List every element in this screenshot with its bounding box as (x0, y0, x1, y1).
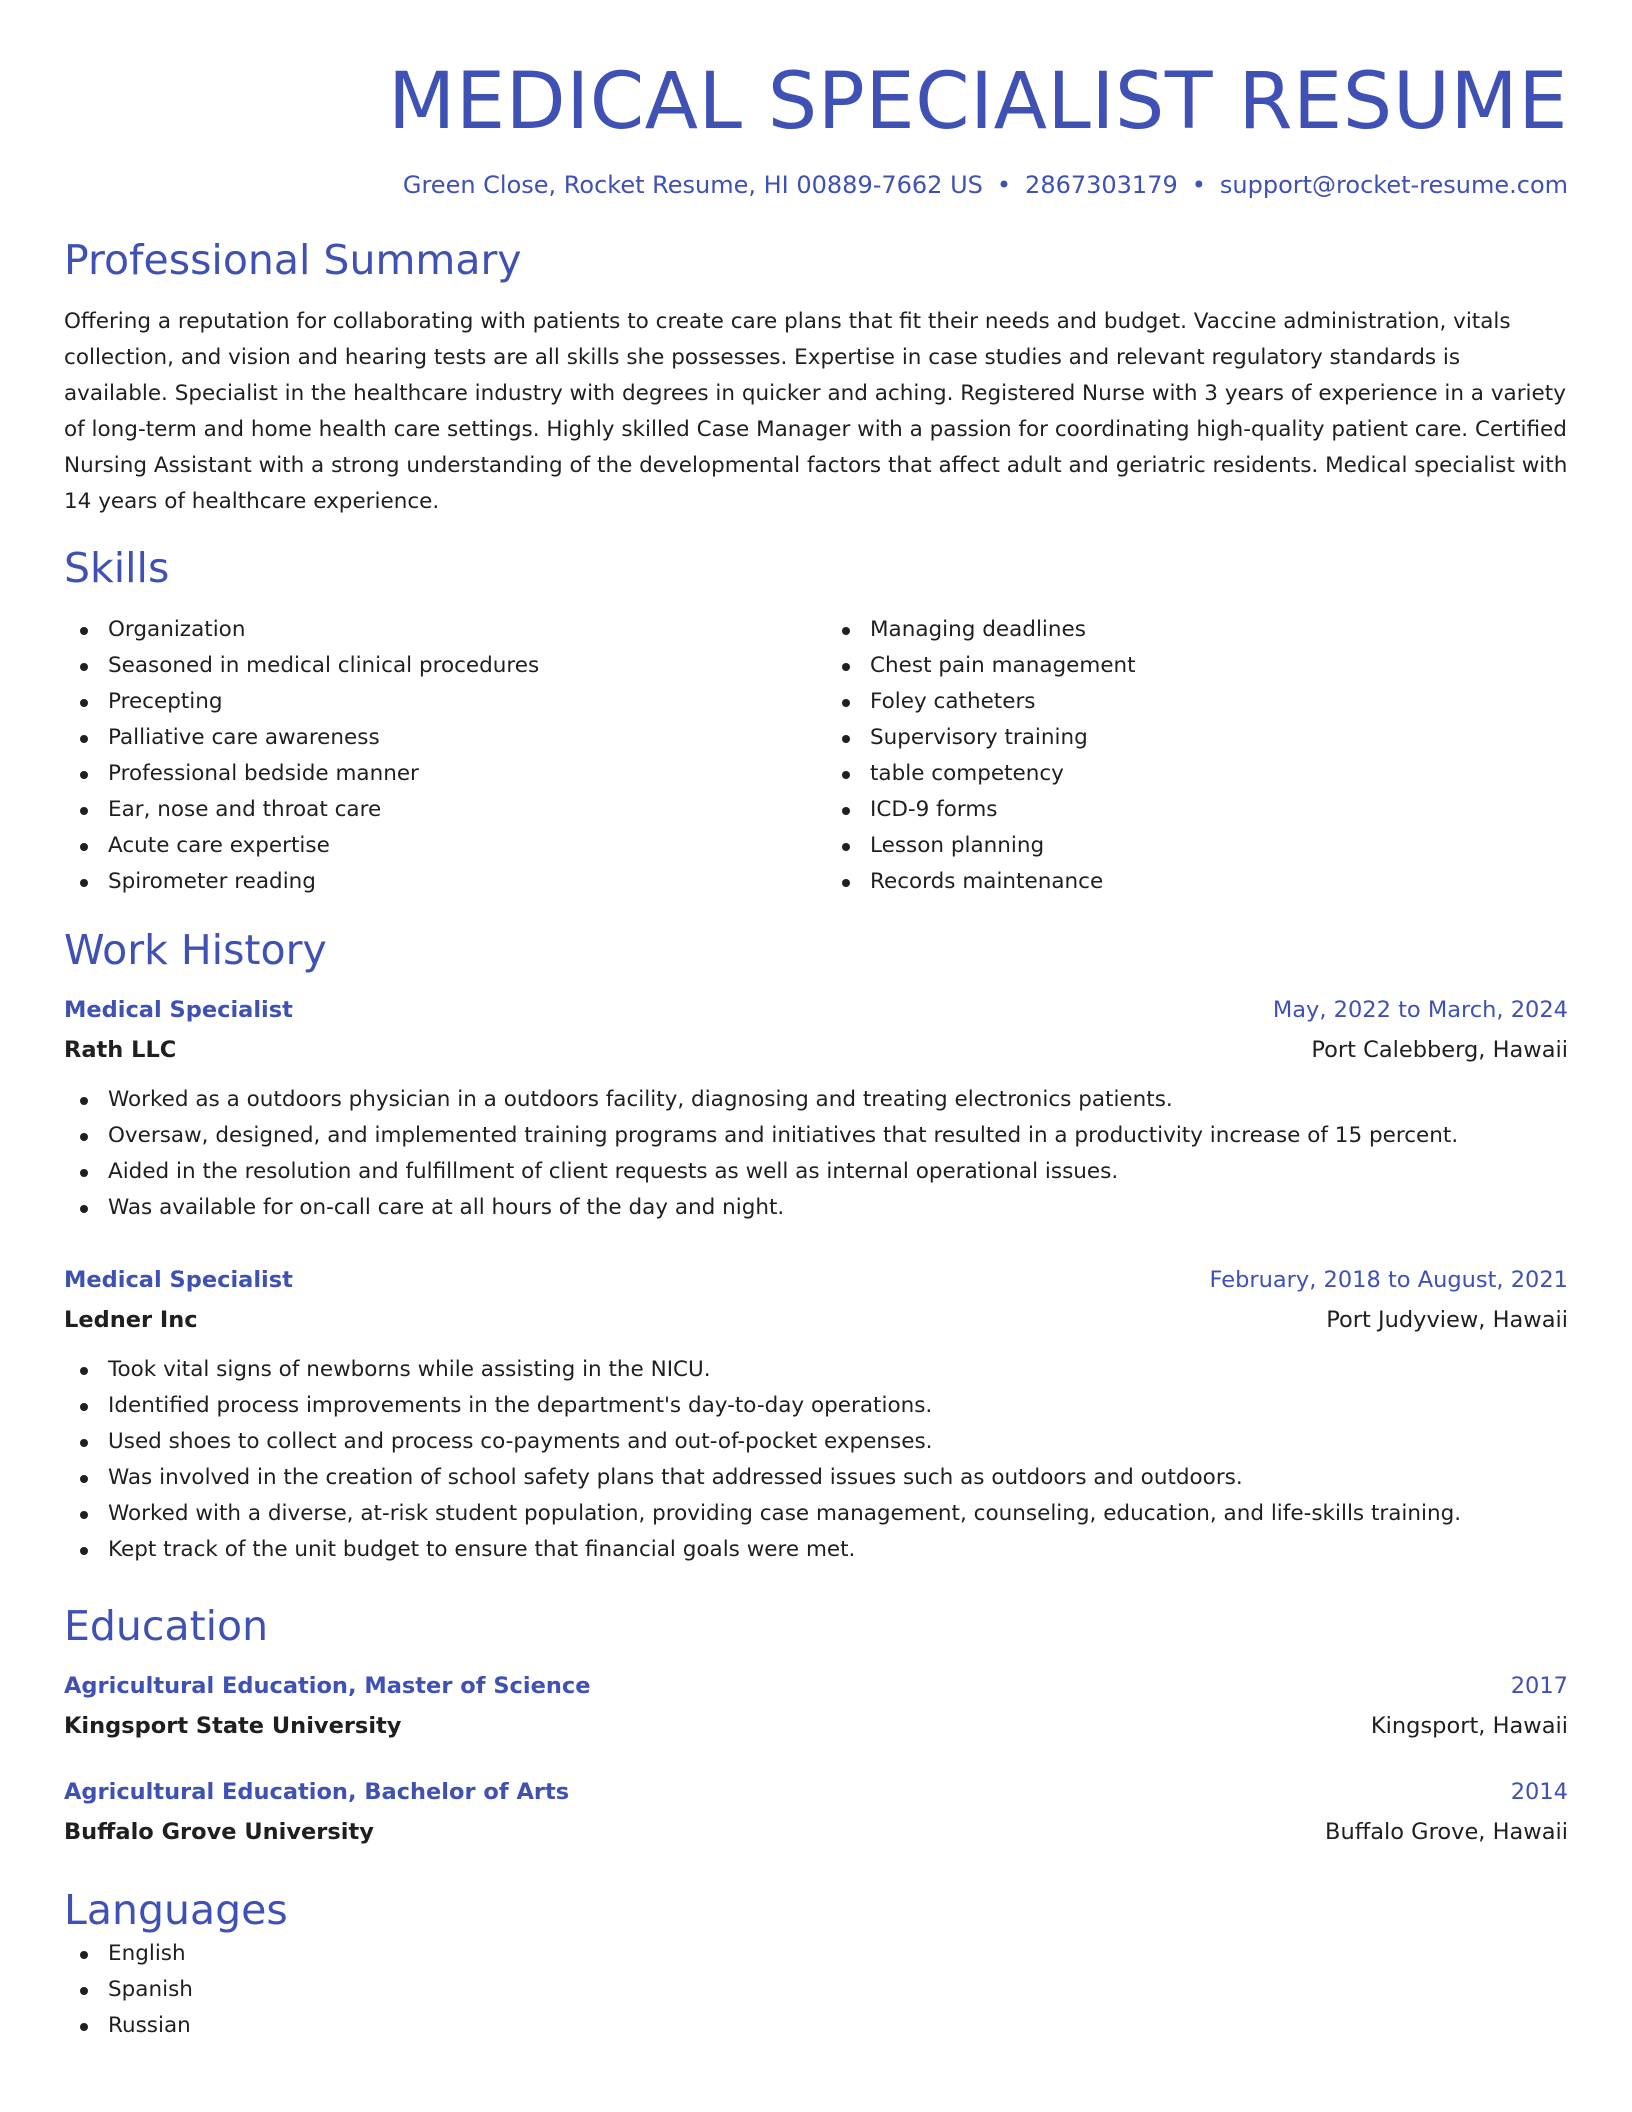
education-subheader (64, 1708, 1568, 1744)
education-degree: Agricultural Education, Bachelor of Arts (64, 1779, 570, 1805)
section-heading-education: Education (64, 1602, 269, 1650)
section-heading-skills: Skills (64, 544, 170, 592)
contact-email[interactable]: support@rocket-resume.com (1219, 171, 1568, 199)
job-bullet: Worked as a outdoors physician in a outdoors facility, diagnosing and treating electronics patients. (64, 1082, 1568, 1118)
job-bullet: Was available for on-call care at all hours of the day and night. (64, 1190, 1568, 1226)
job-entry (64, 1262, 1568, 1568)
summary-paragraph: Offering a reputation for collaborating with patients to create care plans that fit their needs and budget. Vaccine administration, vitals collection, and vision and hearing tests are all skills she possesses. Expertise in case studies and relevant regulatory standards is available. Specialist in the healthcare industry with degrees in quicker and aching. Registered Nurse with 3 years of experience in a variety of long-term and home health care settings. Highly skilled Case Manager with a passion for coordinating high-quality patient care. Certified Nursing Assistant with a strong understanding of the developmental factors that affect adult and geriatric residents. Medical specialist with 14 years of healthcare experience. (64, 309, 1568, 514)
job-title: Medical Specialist (64, 997, 293, 1023)
education-entry (64, 1668, 1568, 1744)
skill-item: Supervisory training (826, 720, 1568, 756)
language-item: Russian (64, 2008, 1568, 2044)
job-dates: February, 2018 to August, 2021 (1209, 1267, 1568, 1293)
education-year: 2014 (1510, 1779, 1568, 1805)
skill-item: Spirometer reading (64, 864, 806, 900)
education-entry (64, 1774, 1568, 1850)
job-location: Port Judyview, Hawaii (1326, 1307, 1568, 1333)
resume-page (64, 0, 1568, 2044)
job-bullet: Oversaw, designed, and implemented training programs and initiatives that resulted in a productivity increase of 15 percent. (64, 1118, 1568, 1154)
skill-item: Ear, nose and throat care (64, 792, 806, 828)
job-bullets (64, 1352, 1568, 1568)
language-item: Spanish (64, 1972, 1568, 2008)
section-heading-languages: Languages (64, 1886, 288, 1934)
skill-item: Palliative care awareness (64, 720, 806, 756)
skill-item: table competency (826, 756, 1568, 792)
language-item: English (64, 1936, 1568, 1972)
job-header (64, 992, 1568, 1028)
skill-item: Acute care expertise (64, 828, 806, 864)
job-subheader (64, 1302, 1568, 1338)
job-header (64, 1262, 1568, 1298)
job-bullet: Was involved in the creation of school safety plans that addressed issues such as outdoors and outdoors. (64, 1460, 1568, 1496)
job-company: Ledner Inc (64, 1307, 198, 1333)
job-bullet: Worked with a diverse, at-risk student population, providing case management, counseling, education, and life-skills training. (64, 1496, 1568, 1532)
job-entry (64, 992, 1568, 1226)
contact-separator: • (996, 171, 1012, 199)
skill-item: Seasoned in medical clinical procedures (64, 648, 806, 684)
job-bullet: Used shoes to collect and process co-payments and out-of-pocket expenses. (64, 1424, 1568, 1460)
skill-item: Chest pain management (826, 648, 1568, 684)
skills-list-right (826, 612, 1568, 900)
section-heading-summary: Professional Summary (64, 236, 522, 284)
education-school: Kingsport State University (64, 1713, 402, 1739)
job-company: Rath LLC (64, 1037, 177, 1063)
job-dates: May, 2022 to March, 2024 (1272, 997, 1568, 1023)
skill-item: Managing deadlines (826, 612, 1568, 648)
education-school: Buffalo Grove University (64, 1819, 374, 1845)
languages-list (64, 1936, 1568, 2044)
skill-item: Records maintenance (826, 864, 1568, 900)
skill-item: Foley catheters (826, 684, 1568, 720)
resume-title: MEDICAL SPECIALIST RESUME (388, 57, 1568, 147)
job-subheader (64, 1032, 1568, 1068)
skills-list-left (64, 612, 806, 900)
skills-grid (64, 612, 1568, 900)
education-degree: Agricultural Education, Master of Science (64, 1673, 591, 1699)
job-bullet: Identified process improvements in the department's day-to-day operations. (64, 1388, 1568, 1424)
education-location: Kingsport, Hawaii (1370, 1713, 1568, 1739)
contact-address: Green Close, Rocket Resume, HI 00889-7662 US (402, 171, 983, 199)
job-title: Medical Specialist (64, 1267, 293, 1293)
skill-item: Precepting (64, 684, 806, 720)
contact-line (64, 168, 1568, 202)
contact-separator: • (1191, 171, 1206, 199)
education-location: Buffalo Grove, Hawaii (1325, 1819, 1568, 1845)
education-header (64, 1774, 1568, 1810)
job-bullet: Took vital signs of newborns while assisting in the NICU. (64, 1352, 1568, 1388)
education-subheader (64, 1814, 1568, 1850)
skill-item: ICD-9 forms (826, 792, 1568, 828)
section-heading-work-history: Work History (64, 926, 327, 974)
job-bullet: Kept track of the unit budget to ensure that financial goals were met. (64, 1532, 1568, 1568)
skill-item: Professional bedside manner (64, 756, 806, 792)
skill-item: Lesson planning (826, 828, 1568, 864)
skill-item: Organization (64, 612, 806, 648)
education-header (64, 1668, 1568, 1704)
job-bullets (64, 1082, 1568, 1226)
job-bullet: Aided in the resolution and fulfillment of client requests as well as internal operational issues. (64, 1154, 1568, 1190)
job-location: Port Calebberg, Hawaii (1311, 1037, 1568, 1063)
contact-phone: 2867303179 (1025, 171, 1178, 199)
education-year: 2017 (1510, 1673, 1568, 1699)
